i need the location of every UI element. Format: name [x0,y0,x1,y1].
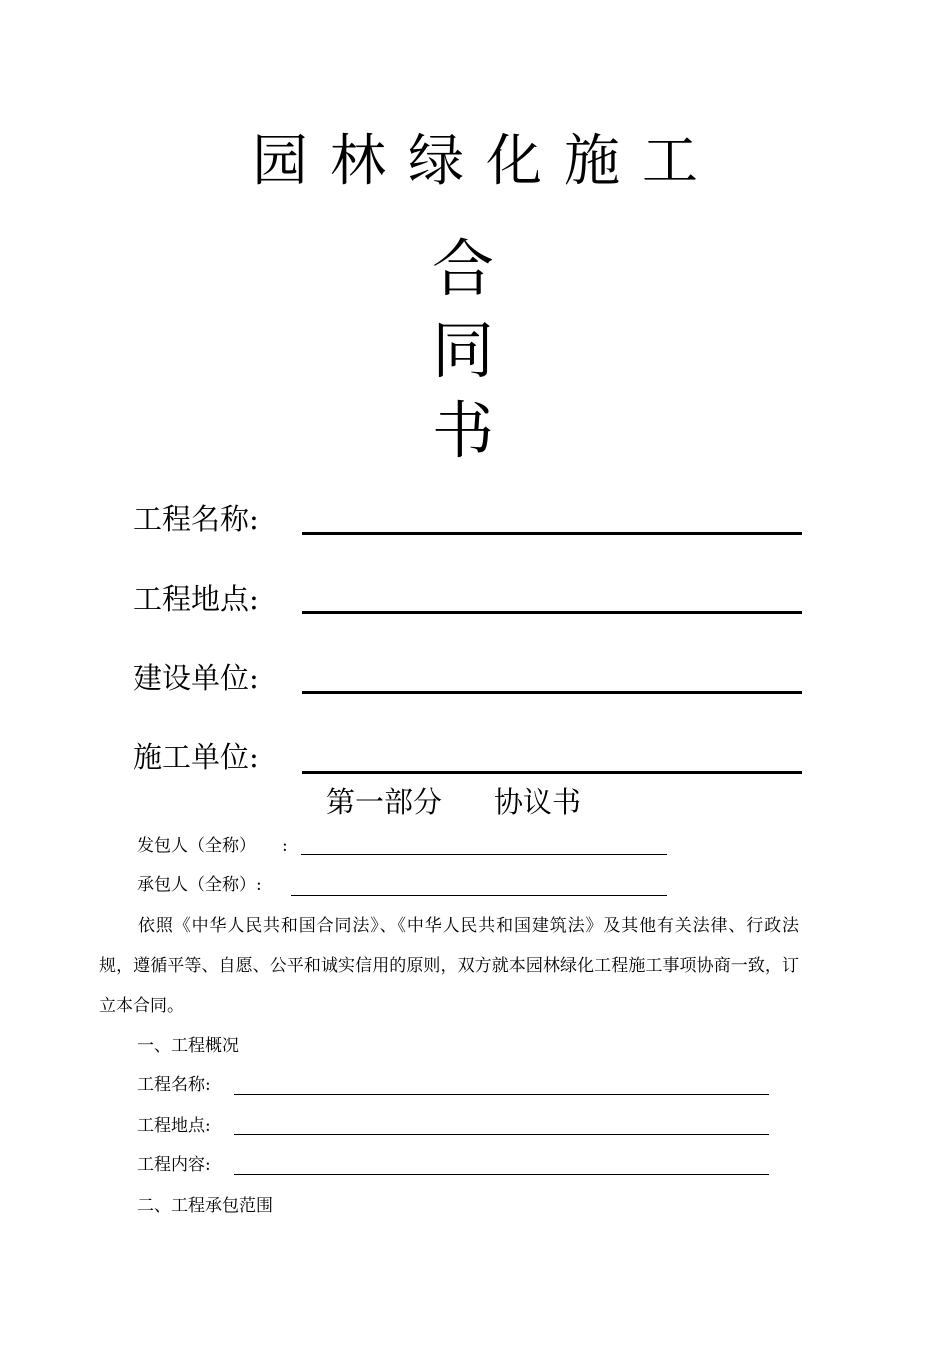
clause1-line-project-content[interactable] [234,1174,769,1175]
cover-subtitle-char-tong: 同 [431,314,494,387]
section-heading [326,785,581,820]
clause2-title: 二、工程承包范围 [137,1196,273,1216]
cover-field-line-employer[interactable] [302,691,802,694]
cover-field-label-project-location: 工程地点: [133,582,259,616]
cover-subtitle-char-he: 合 [431,232,494,305]
clause1-label-project-name: 工程名称: [137,1075,211,1095]
cover-field-label-project-name: 工程名称: [133,502,259,536]
clause1-label-project-location: 工程地点: [137,1116,211,1136]
cover-field-label-employer: 建设单位: [133,661,259,695]
cover-field-line-project-name[interactable] [302,532,802,535]
cover-field-label-contractor: 施工单位: [133,740,259,774]
intro-paragraph: 依照《中华人民共和国合同法》、《中华人民共和国建筑法》及其他有关法律、行政法规，遵循平等、自愿、公平和诚实信用的原则，双方就本园林绿化工程施工事项协商一致，订立本合同。 [99,916,799,1016]
cover-field-line-project-location[interactable] [302,611,802,614]
employer-label: 发包人（全称） [137,836,256,856]
contractor-field-line[interactable] [291,895,667,896]
section-heading-part: 第一部分 [326,785,443,819]
cover-title: 园林绿化施工 [252,129,720,194]
contractor-label: 承包人（全称）: [137,875,262,895]
clause1-line-project-name[interactable] [234,1094,769,1095]
clause1-line-project-location[interactable] [234,1134,769,1135]
cover-field-line-contractor[interactable] [302,771,802,774]
employer-colon: : [282,836,288,856]
clause1-title: 一、工程概况 [137,1036,239,1056]
cover-subtitle-char-shu: 书 [431,394,494,467]
clause1-label-project-content: 工程内容: [137,1155,211,1175]
employer-field-line[interactable] [301,854,667,855]
section-heading-name: 协议书 [494,785,582,819]
